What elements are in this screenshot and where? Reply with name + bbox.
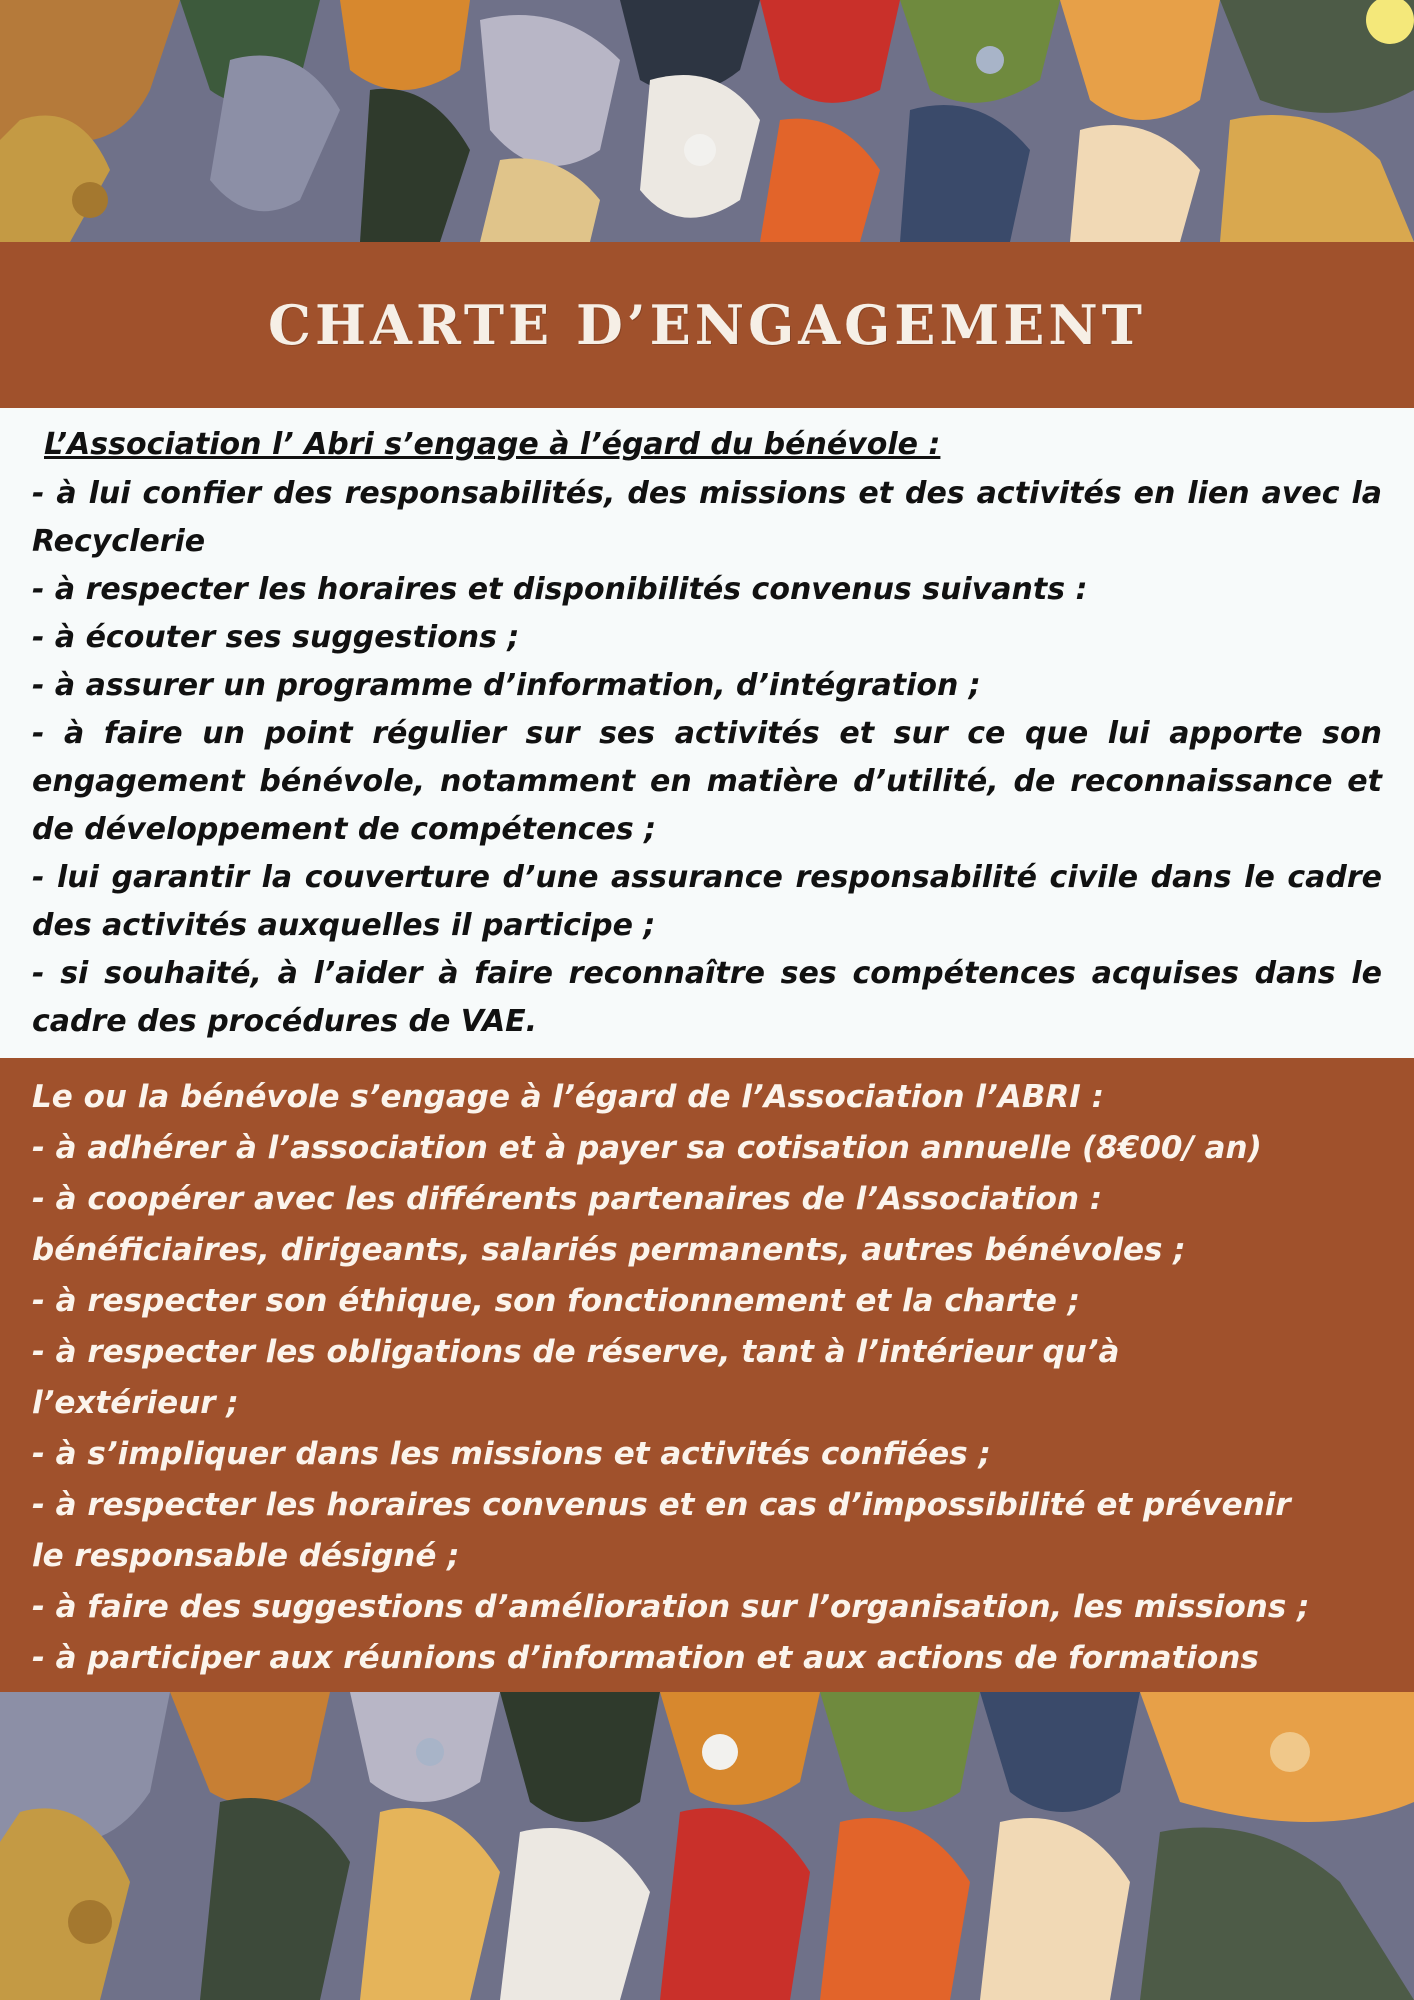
volunteer-heading: Le ou la bénévole s’engage à l’égard de l’Association l’ABRI : (32, 1079, 1105, 1115)
list-item: - à assurer un programme d’information, d’intégration ; (32, 668, 981, 703)
list-item: - à adhérer à l’association et à payer sa cotisation annuelle (8€00/ an) (32, 1130, 1262, 1166)
title-band (0, 242, 1414, 408)
list-item: - à participer aux réunions d’information et aux actions de formations (32, 1640, 1259, 1676)
list-item: - à respecter les horaires et disponibilités convenus suivants : (32, 572, 1088, 607)
association-commitments-list (32, 470, 1382, 1046)
volunteer-commitments-section (0, 1058, 1414, 1692)
puzzle-pieces-image (0, 1692, 1414, 2000)
list-item: - à s’impliquer dans les missions et activités confiées ; (32, 1436, 991, 1472)
page-title: CHARTE D’ENGAGEMENT (268, 293, 1146, 357)
list-item: - à faire des suggestions d’amélioration sur l’organisation, les missions ; (32, 1589, 1310, 1625)
puzzle-banner-bottom (0, 1692, 1414, 2000)
list-item: - si souhaité, à l’aider à faire reconnaître ses compétences acquises dans le cadre des procédures de VAE. (32, 956, 1382, 1039)
list-item: - à respecter les obligations de réserve, tant à l’intérieur qu’à l’extérieur ; (32, 1334, 1120, 1421)
list-item: - lui garantir la couverture d’une assurance responsabilité civile dans le cadre des activités auxquelles il participe ; (32, 860, 1382, 943)
list-item: - à écouter ses suggestions ; (32, 620, 520, 655)
list-item: - à coopérer avec les différents partenaires de l’Association : bénéficiaires, dirigeants, salariés permanents, autres bénévoles ; (32, 1181, 1186, 1268)
list-item: - à lui confier des responsabilités, des missions et des activités en lien avec la Recyclerie (32, 476, 1382, 559)
list-item: - à respecter les horaires convenus et en cas d’impossibilité et prévenir le responsable désigné ; (32, 1487, 1291, 1574)
association-commitments-section (0, 408, 1414, 1058)
list-item: - à respecter son éthique, son fonctionnement et la charte ; (32, 1283, 1081, 1319)
volunteer-commitments-list (32, 1123, 1382, 1735)
list-item: - à faire un point régulier sur ses activités et sur ce que lui apporte son engagement bénévole, notamment en matière d’utilité, de reconnaissance et de développement de compétences ; (32, 716, 1382, 847)
puzzle-banner-top (0, 0, 1414, 242)
association-heading: L’Association l’ Abri s’engage à l’égard du bénévole : (44, 427, 941, 462)
puzzle-pieces-image (0, 0, 1414, 242)
